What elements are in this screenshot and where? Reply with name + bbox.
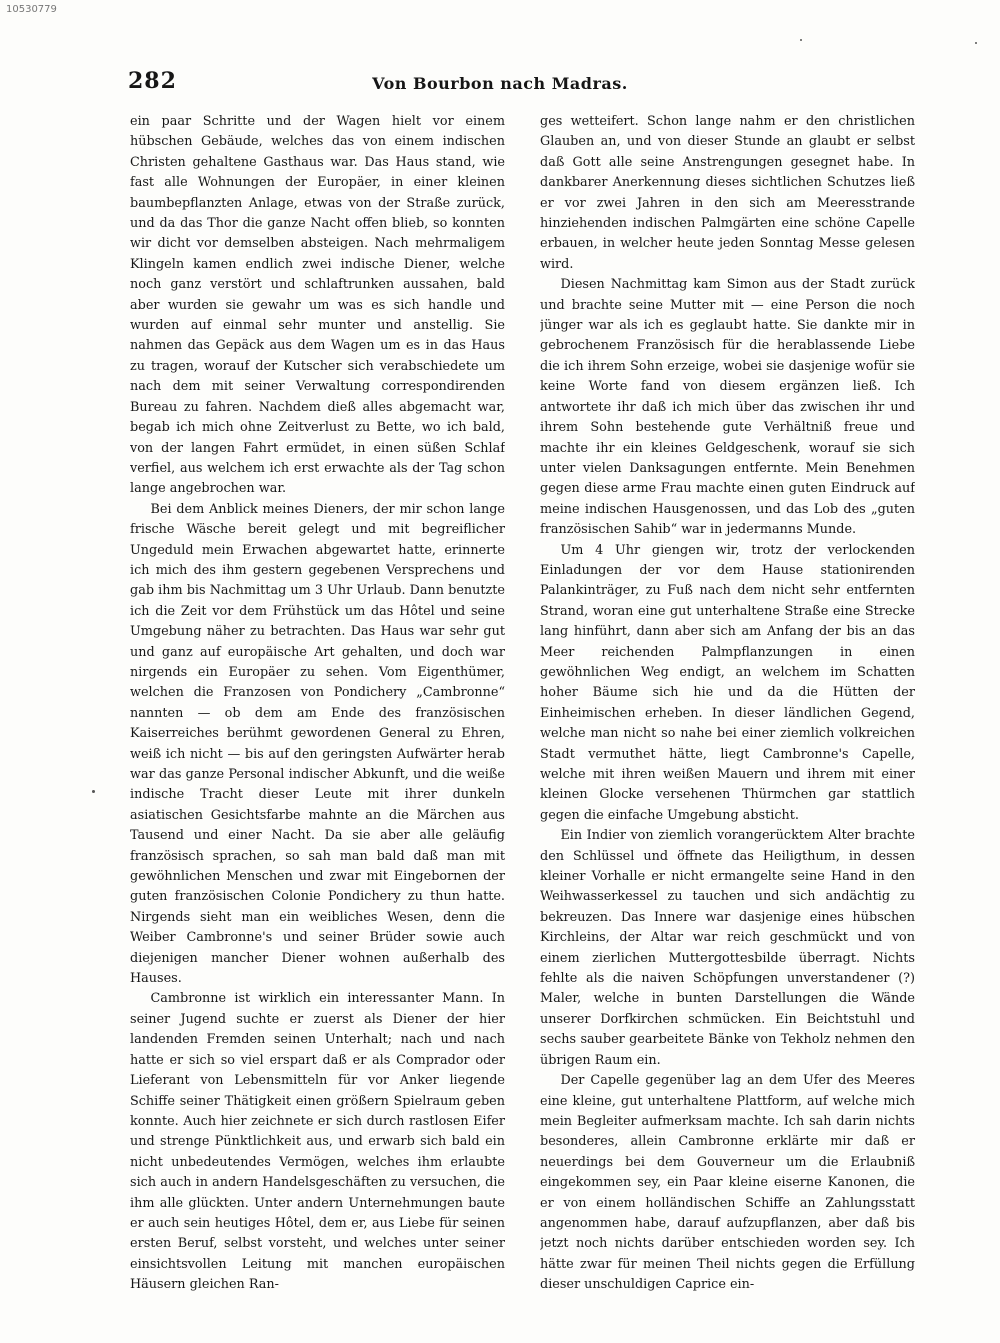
scan-id: 10530779 [6, 4, 57, 15]
right-column [540, 112, 915, 1292]
paragraph: Cambronne ist wirklich ein interessanter Mann. In seiner Jugend suchte er zuerst als Diener der hier landenden Fremden seinen Unterhalt; nach und nach hatte er sich so viel erspart daß er als Comprador oder Lieferant von Lebensmitteln für vor Anker liegende Schiffe seiner Thätigkeit einen größern Spielraum geben konnte. Auch hier zeichnete er sich durch rastlosen Eifer und strenge Pünktlichkeit aus, und erwarb sich bald ein nicht unbedeutendes Vermögen, welches ihm erlaubte sich auch in andern Handelsgeschäften zu versuchen, die ihm alle glückten. Unter andern Unternehmungen baute er auch sein heutiges Hôtel, dem er, aus Liebe für seinen ersten Beruf, selbst vorsteht, und welches unter seiner einsichtsvollen Leitung mit manchen europäischen Häusern gleichen Ran- [130, 991, 505, 1292]
paragraph: Diesen Nachmittag kam Simon aus der Stadt zurück und brachte seine Mutter mit — eine Person die noch jünger war als ich es geglaubt hatte. Sie dankte mir in gebrochenem Französisch für die herablassende Liebe die ich ihrem Sohn erzeige, wobei sie dasjenige wofür sie keine Worte fand von diesem ergänzen ließ. Ich antwortete ihr daß ich mich über das zwischen ihr und ihrem Sohn bestehende gute Verhältniß freue und machte ihr ein kleines Geldgeschenk, worauf sie sich unter vielen Danksagungen entfernte. Mein Benehmen gegen diese arme Frau machte einen guten Eindruck auf meine indischen Hausgenossen, und das Lob des „guten französischen Sahib“ war in jedermanns Munde. [540, 277, 915, 538]
paragraph: ein paar Schritte und der Wagen hielt vor einem hübschen Gebäude, welches das von einem indischen Christen gehaltene Gasthaus war. Das Haus stand, wie fast alle Wohnungen der Europäer, in einer kleinen baumbepflanzten Anlage, etwas von der Straße zurück, und da das Thor die ganze Nacht offen blieb, so konnten wir dicht vor demselben absteigen. Nach mehrmaligem Klingeln kamen endlich zwei indische Diener, welche noch ganz verstört und schlaftrunken aussahen, bald aber wurden sie gewahr um was es sich handle und wurden auf einmal sehr munter und anstellig. Sie nahmen das Gepäck aus dem Wagen um es in das Haus zu tragen, worauf der Kutscher sich verabschiedete um nach dem mit seiner Verwaltung correspondirenden Bureau zu fahren. Nachdem dieß alles abgemacht war, begab ich mich ohne Zeitverlust zu Bette, wo ich bald, von der langen Fahrt ermüdet, in einen süßen Schlaf verfiel, aus welchem ich erst erwachte als der Tag schon lange angebrochen war. [130, 114, 505, 497]
paragraph: ges wetteifert. Schon lange nahm er den christlichen Glauben an, und von dieser Stunde an glaubt er selbst daß Gott alle seine Anstrengungen gesegnet habe. In dankbarer Anerkennung dieses sichtlichen Schutzes ließ er vor zwei Jahren in den sich am Meeresstrande hinziehenden indischen Palmgärten eine schöne Capelle erbauen, in welcher heute jeden Sonntag Messe gelesen wird. [540, 114, 915, 272]
margin-speck [92, 790, 95, 793]
left-column [130, 112, 505, 1292]
page-number: 282 [128, 68, 177, 94]
paragraph: Ein Indier von ziemlich vorangerücktem Alter brachte den Schlüssel und öffnete das Heiligthum, in dessen kleiner Vorhalle er nicht ermangelte seine Hand in den Weihwasserkessel zu tauchen und sich andächtig zu bekreuzen. Das Innere war dasjenige eines hübschen Kirchleins, der Altar war reich geschmückt und von einem zierlichen Muttergottesbilde überragt. Nichts fehlte als die naiven Schöpfungen unverstandener (?) Maler, welche in bunten Darstellungen die Wände unserer Dorfkirchen schmücken. Ein Beichtstuhl und sechs sauber gearbeitete Bänke von Tekholz nehmen den übrigen Raum ein. [540, 828, 915, 1068]
paragraph: Der Capelle gegenüber lag an dem Ufer des Meeres eine kleine, gut unterhaltene Plattform, auf welche mich mein Begleiter aufmerksam machte. Ich sah darin nichts besonderes, allein Cambronne erklärte mir daß er neuerdings bei dem Gouverneur um die Erlaubniß eingekommen sey, ein Paar kleine eiserne Kanonen, die er von einem holländischen Schiffe an Zahlungsstatt angenommen habe, darauf aufzupflanzen, aber daß bis jetzt noch nichts darüber entschieden worden sey. Ich hätte zwar für meinen Theil nichts gegen die Erfüllung dieser unschuldigen Caprice ein- [540, 1073, 915, 1292]
margin-speck [800, 39, 802, 41]
running-head: Von Bourbon nach Madras. [372, 74, 628, 93]
paragraph: Um 4 Uhr giengen wir, trotz der verlockenden Einladungen der vor dem Hause stationirenden Palankinträger, zu Fuß nach dem nicht sehr entfernten Strand, woran eine gut unterhaltene Straße eine Strecke lang hinführt, dann aber sich am Anfang der bis an das Meer reichenden Palmpflanzungen in einen gewöhnlichen Weg endigt, an welchem im Schatten hoher Bäume sich hie und da die Hütten der Einheimischen erheben. In dieser ländlichen Gegend, welche man nicht so nahe bei einer ziemlich volkreichen Stadt vermuthet hätte, liegt Cambronne's Capelle, welche mit ihren weißen Mauern und ihrem mit einer kleinen Glocke versehenen Thürmchen gar stattlich gegen die einfache Umgebung absticht. [540, 542, 915, 823]
margin-speck [975, 42, 977, 44]
paragraph: Bei dem Anblick meines Dieners, der mir schon lange frische Wäsche bereit gelegt und mit begreiflicher Ungeduld mein Erwachen abgewartet hatte, erinnerte ich mich des ihm gestern gegebenen Versprechens und gab ihm bis Nachmittag um 3 Uhr Urlaub. Dann benutzte ich die Zeit vor dem Frühstück um das Hôtel und seine Umgebung näher zu betrachten. Das Haus war sehr gut und ganz auf europäische Art gehalten, und doch war nirgends ein Europäer zu sehen. Vom Eigenthümer, welchen die Franzosen von Pondichery „Cambronne“ nannten — ob dem am Ende des französischen Kaiserreiches berühmt gewordenen General zu Ehren, weiß ich nicht — bis auf den geringsten Aufwärter herab war das ganze Personal indischer Abkunft, und die weiße indische Tracht dieser Leute mit ihrer dunkeln asiatischen Gesichtsfarbe mahnte an die Märchen aus Tausend und einer Nacht. Da sie aber alle geläufig französisch sprachen, so sah man bald daß man mit gewöhnlichen Menschen und zwar mit Eingebornen der guten französischen Colonie Pondichery zu thun hatte. Nirgends sieht man ein weibliches Wesen, denn die Weiber Cambronne's und seiner Brüder sowie auch diejenigen mancher Diener wohnen außerhalb des Hauses. [130, 501, 505, 987]
